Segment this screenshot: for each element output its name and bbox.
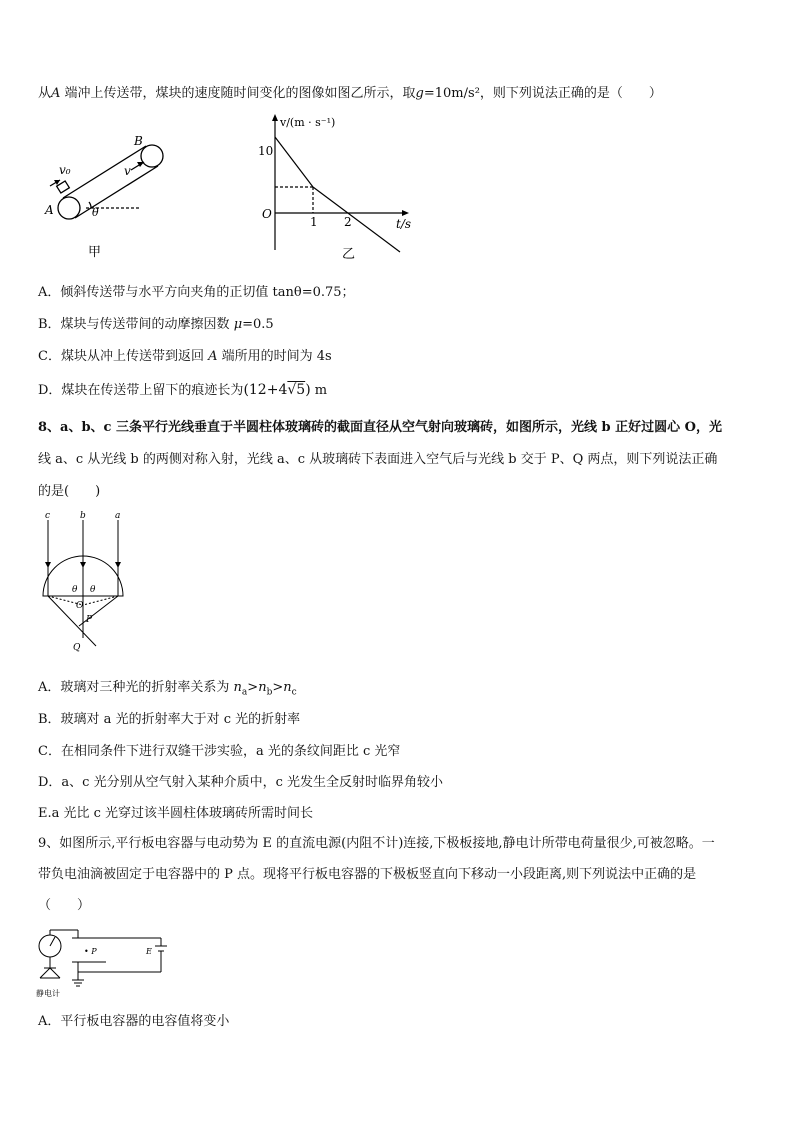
caption-yi: 乙 <box>342 247 356 262</box>
label-theta-left: θ <box>72 585 78 595</box>
pulley-b <box>141 145 163 167</box>
q9-stem-line3: （ ） <box>38 898 91 913</box>
label-P: P <box>86 615 93 625</box>
vt-segment-1 <box>275 137 313 187</box>
y-tick-10: 10 <box>258 144 274 158</box>
t-axis-label: t/s <box>396 217 412 231</box>
caption-jia: 甲 <box>88 245 102 260</box>
q9-option-a[interactable]: A．平行板电容器的电容值将变小 <box>38 1014 230 1029</box>
x-tick-1: 1 <box>310 215 318 229</box>
q7-option-c[interactable]: C．煤块从冲上传送带到返回 A 端所用的时间为 4s <box>38 349 332 364</box>
q8-option-e[interactable]: E.a 光比 c 光穿过该半圆柱体玻璃砖所需时间长 <box>38 806 314 821</box>
origin-O: O <box>262 207 272 221</box>
q7-option-d[interactable]: D．煤块在传送带上留下的痕迹长为(12+4√5) m <box>38 382 328 398</box>
q8-option-d[interactable]: D．a、c 光分别从空气射入某种介质中，c 光发生全反射时临界角较小 <box>38 775 443 790</box>
figure-semicircle-glass <box>36 508 146 658</box>
figure-capacitor-circuit <box>36 924 176 1000</box>
q7-option-b[interactable]: B．煤块与传送带间的动摩擦因数 μ=0.5 <box>38 317 274 332</box>
trace-length-expression: (12+4√5) <box>243 382 311 398</box>
q9-stem-line2: 带负电油滴被固定于电容器中的 P 点。现将平行板电容器的下极板竖直向下移动一小段距离,则下列说法中正确的是 <box>38 867 697 882</box>
label-theta: θ <box>92 206 99 219</box>
figure-conveyor-jia <box>36 128 186 268</box>
q8-stem-line1: 8、a、b、c 三条平行光线垂直于半圆柱体玻璃砖的截面直径从空气射向玻璃砖，如图所示，光线 b 正好过圆心 O，光 <box>38 420 722 435</box>
caption-electroscope: 静电计 <box>36 989 60 998</box>
figure-vt-graph-yi <box>250 112 425 267</box>
pulley-a <box>58 197 80 219</box>
label-emf-E: E <box>146 947 152 956</box>
q9-stem-line1: 9、如图所示,平行板电容器与电动势为 E 的直流电源(内阻不计)连接,下极板接地,静电计所带电荷量很少,可被忽略。一 <box>38 836 715 851</box>
label-b: b <box>80 511 86 521</box>
q8-stem-line2: 线 a、c 从光线 b 的两侧对称入射，光线 a、c 从玻璃砖下表面进入空气后与光线 b 交于 P、Q 两点，则下列说法正确 <box>38 452 718 467</box>
q7-option-a[interactable]: A．倾斜传送带与水平方向夹角的正切值 tanθ=0.75； <box>38 285 355 300</box>
q8-option-c[interactable]: C．在相同条件下进行双缝干涉实验，a 光的条纹间距比 c 光窄 <box>38 744 401 759</box>
q8-option-a[interactable]: A．玻璃对三种光的折射率关系为 $n_a>n_b>n_c$ <box>38 680 297 698</box>
label-A: A <box>45 203 54 217</box>
label-O: O <box>76 601 84 611</box>
label-v0: v₀ <box>59 163 71 177</box>
label-point-P: • P <box>84 947 97 956</box>
x-tick-2: 2 <box>344 215 352 229</box>
q7-intro: 从A 端冲上传送带，煤块的速度随时间变化的图像如图乙所示，取g=10m/s²，则下列说法正确的是（ ） <box>38 86 662 101</box>
q8-option-b[interactable]: B．玻璃对 a 光的折射率大于对 c 光的折射率 <box>38 712 301 727</box>
label-a: a <box>115 511 121 521</box>
label-theta-right: θ <box>90 585 96 595</box>
label-c: c <box>45 511 51 521</box>
vt-segment-2 <box>313 187 400 252</box>
label-v: v <box>124 164 131 178</box>
v-axis-label: v/(m · s⁻¹) <box>280 116 336 129</box>
label-Q: Q <box>73 643 81 653</box>
q8-stem-line3: 的是( ) <box>38 484 101 499</box>
label-B: B <box>134 134 143 148</box>
